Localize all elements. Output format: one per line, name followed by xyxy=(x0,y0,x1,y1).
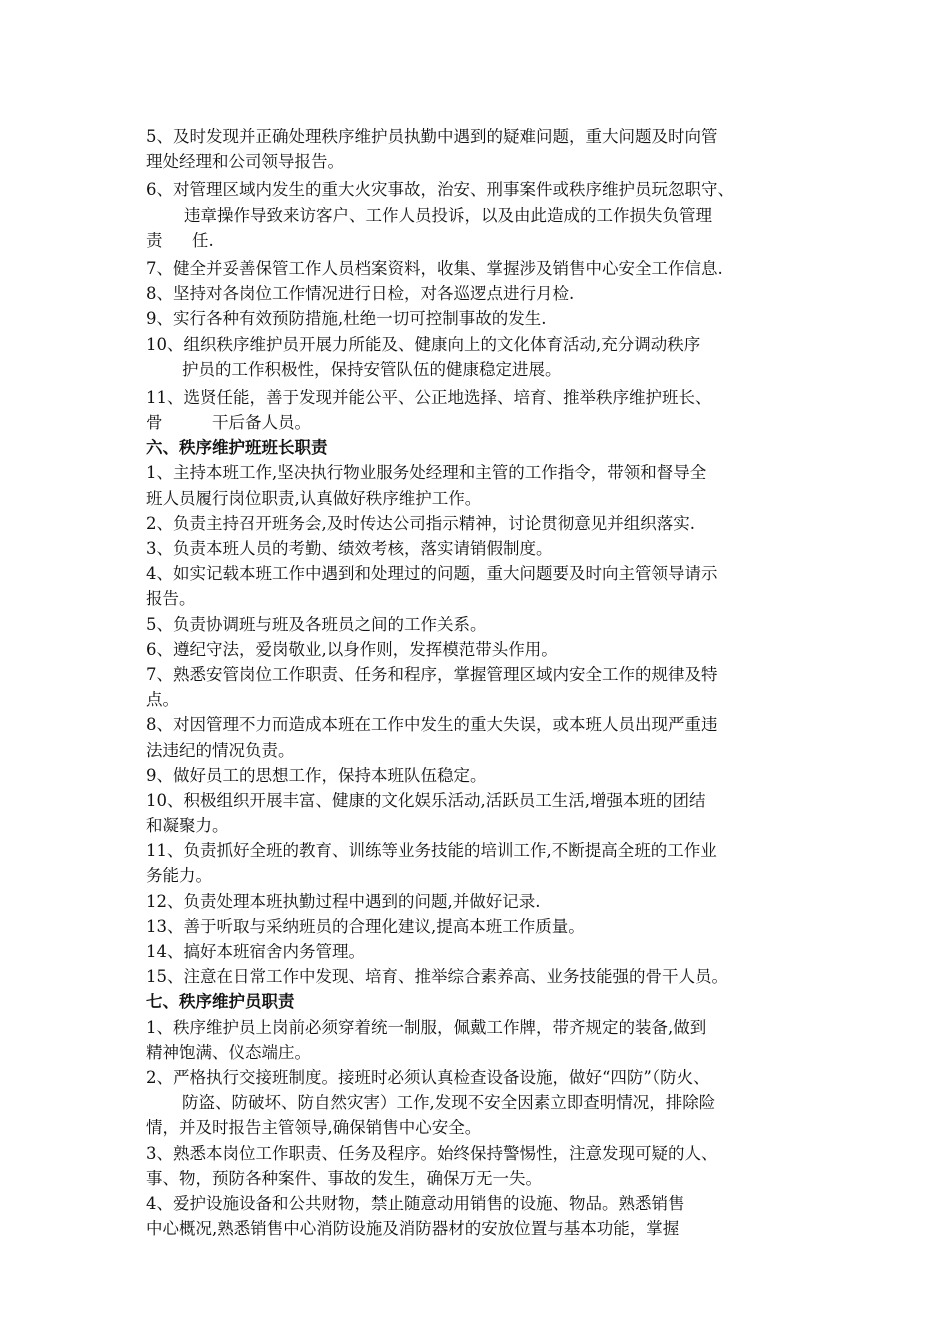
leader-duty-10 xyxy=(146,788,826,838)
text-line: 1、主持本班工作,坚决执行物业服务处经理和主管的工作指令，带领和督导全 xyxy=(146,463,707,483)
text-line: 事、物，预防各种案件、事故的发生，确保万无一失。 xyxy=(146,1168,542,1188)
text-line: 2、严格执行交接班制度。接班时必须认真检查设备设施，做好“四防”（防火、 xyxy=(146,1067,710,1087)
leader-duty-5: 5、负责协调班与班及各班员之间的工作关系。 xyxy=(146,614,487,634)
leader-duty-4 xyxy=(146,561,826,611)
guard-duty-1 xyxy=(146,1015,826,1065)
text-line: 防盗、防破坏、防自然灾害）工作,发现不安全因素立即查明情况，排除险 xyxy=(182,1093,716,1113)
text-line: 报告。 xyxy=(146,589,196,609)
text-fragment: 干后备人员。 xyxy=(212,413,311,433)
leader-duty-15: 15、注意在日常工作中发现、培育、推举综合素养高、业务技能强的骨干人员。 xyxy=(146,967,728,987)
leader-duty-7 xyxy=(146,662,826,712)
leader-duty-13: 13、善于听取与采纳班员的合理化建议,提高本班工作质量。 xyxy=(146,916,585,936)
leader-duty-11 xyxy=(146,838,826,888)
text-line: 和凝聚力。 xyxy=(146,816,229,836)
duty-item-6 xyxy=(146,177,826,253)
guard-duty-2 xyxy=(146,1065,826,1141)
leader-duty-6: 6、遵纪守法，爱岗敬业,以身作则，发挥模范带头作用。 xyxy=(146,639,558,659)
text-line: 1、秩序维护员上岗前必须穿着统一制服，佩戴工作牌，带齐规定的装备,做到 xyxy=(146,1017,707,1037)
leader-duty-8 xyxy=(146,712,826,762)
text-line: 6、对管理区域内发生的重大火灾事故，治安、刑事案件或秩序维护员玩忽职守、 xyxy=(146,180,734,200)
text-line: 务能力。 xyxy=(146,866,212,886)
text-line: 11、负责抓好全班的教育、训练等业务技能的培训工作,不断提高全班的工作业 xyxy=(146,841,717,861)
text-fragment: 任. xyxy=(192,230,214,250)
text-line: 情，并及时报告主管领导,确保销售中心安全。 xyxy=(146,1118,482,1138)
text-line: 护员的工作积极性，保持安管队伍的健康稳定进展。 xyxy=(182,359,562,379)
duty-item-11 xyxy=(146,385,826,435)
duty-item-7: 7、健全并妥善保管工作人员档案资料，收集、掌握涉及销售中心安全工作信息. xyxy=(146,258,723,278)
section-heading-7: 七、秩序维护员职责 xyxy=(146,992,295,1012)
text-line: 精神饱满、仪态端庄。 xyxy=(146,1042,311,1062)
duty-item-9: 9、实行各种有效预防措施,杜绝一切可控制事故的发生. xyxy=(146,309,547,329)
text-line: 理处经理和公司领导报告。 xyxy=(146,152,344,172)
text-line: 10、组织秩序维护员开展力所能及、健康向上的文化体育活动,充分调动秩序 xyxy=(146,334,701,354)
leader-duty-1 xyxy=(146,460,826,510)
text-line: 班人员履行岗位职责,认真做好秩序维护工作。 xyxy=(146,488,482,508)
leader-duty-2: 2、负责主持召开班务会,及时传达公司指示精神，讨论贯彻意见并组织落实. xyxy=(146,513,695,533)
text-line: 10、积极组织开展丰富、健康的文化娱乐活动,活跃员工生活,增强本班的团结 xyxy=(146,790,706,810)
duty-item-8: 8、坚持对各岗位工作情况进行日检，对各巡逻点进行月检. xyxy=(146,284,575,304)
guard-duty-4 xyxy=(146,1191,826,1241)
document-body xyxy=(146,124,826,1241)
text-line: 8、对因管理不力而造成本班在工作中发生的重大失误，或本班人员出现严重违 xyxy=(146,715,718,735)
duty-item-10 xyxy=(146,332,826,382)
text-line: 法违纪的情况负责。 xyxy=(146,740,295,760)
leader-duty-14: 14、搞好本班宿舍内务管理。 xyxy=(146,942,365,961)
text-line: 点。 xyxy=(146,690,179,710)
guard-duty-3 xyxy=(146,1141,826,1191)
text-fragment: 责 xyxy=(146,230,163,250)
text-line: 11、选贤任能，善于发现并能公平、公正地选择、培育、推举秩序维护班长、 xyxy=(146,387,712,407)
leader-duty-9: 9、做好员工的思想工作，保持本班队伍稳定。 xyxy=(146,765,487,785)
section-heading-6: 六、秩序维护班班长职责 xyxy=(146,438,328,458)
text-line: 5、及时发现并正确处理秩序维护员执勤中遇到的疑难问题，重大问题及时向管 xyxy=(146,127,718,146)
text-line xyxy=(146,410,826,435)
text-line xyxy=(146,228,826,253)
leader-duty-12: 12、负责处理本班执勤过程中遇到的问题,并做好记录. xyxy=(146,891,541,911)
text-line: 违章操作导致来访客户、工作人员投诉，以及由此造成的工作损失负管理 xyxy=(184,205,712,225)
leader-duty-3: 3、负责本班人员的考勤、绩效考核，落实请销假制度。 xyxy=(146,539,553,558)
text-line: 4、如实记载本班工作中遇到和处理过的问题，重大问题要及时向主管领导请示 xyxy=(146,564,718,584)
text-line: 中心概况,熟悉销售中心消防设施及消防器材的安放位置与基本功能，掌握 xyxy=(146,1219,680,1239)
text-fragment: 骨 xyxy=(146,413,163,433)
text-line: 3、熟悉本岗位工作职责、任务及程序。始终保持警惕性，注意发现可疑的人、 xyxy=(146,1143,718,1163)
text-line: 4、爱护设施设备和公共财物，禁止随意动用销售的设施、物品。熟悉销售 xyxy=(146,1193,685,1213)
text-line: 7、熟悉安管岗位工作职责、任务和程序，掌握管理区域内安全工作的规律及特 xyxy=(146,664,718,684)
duty-item-5 xyxy=(146,124,826,174)
